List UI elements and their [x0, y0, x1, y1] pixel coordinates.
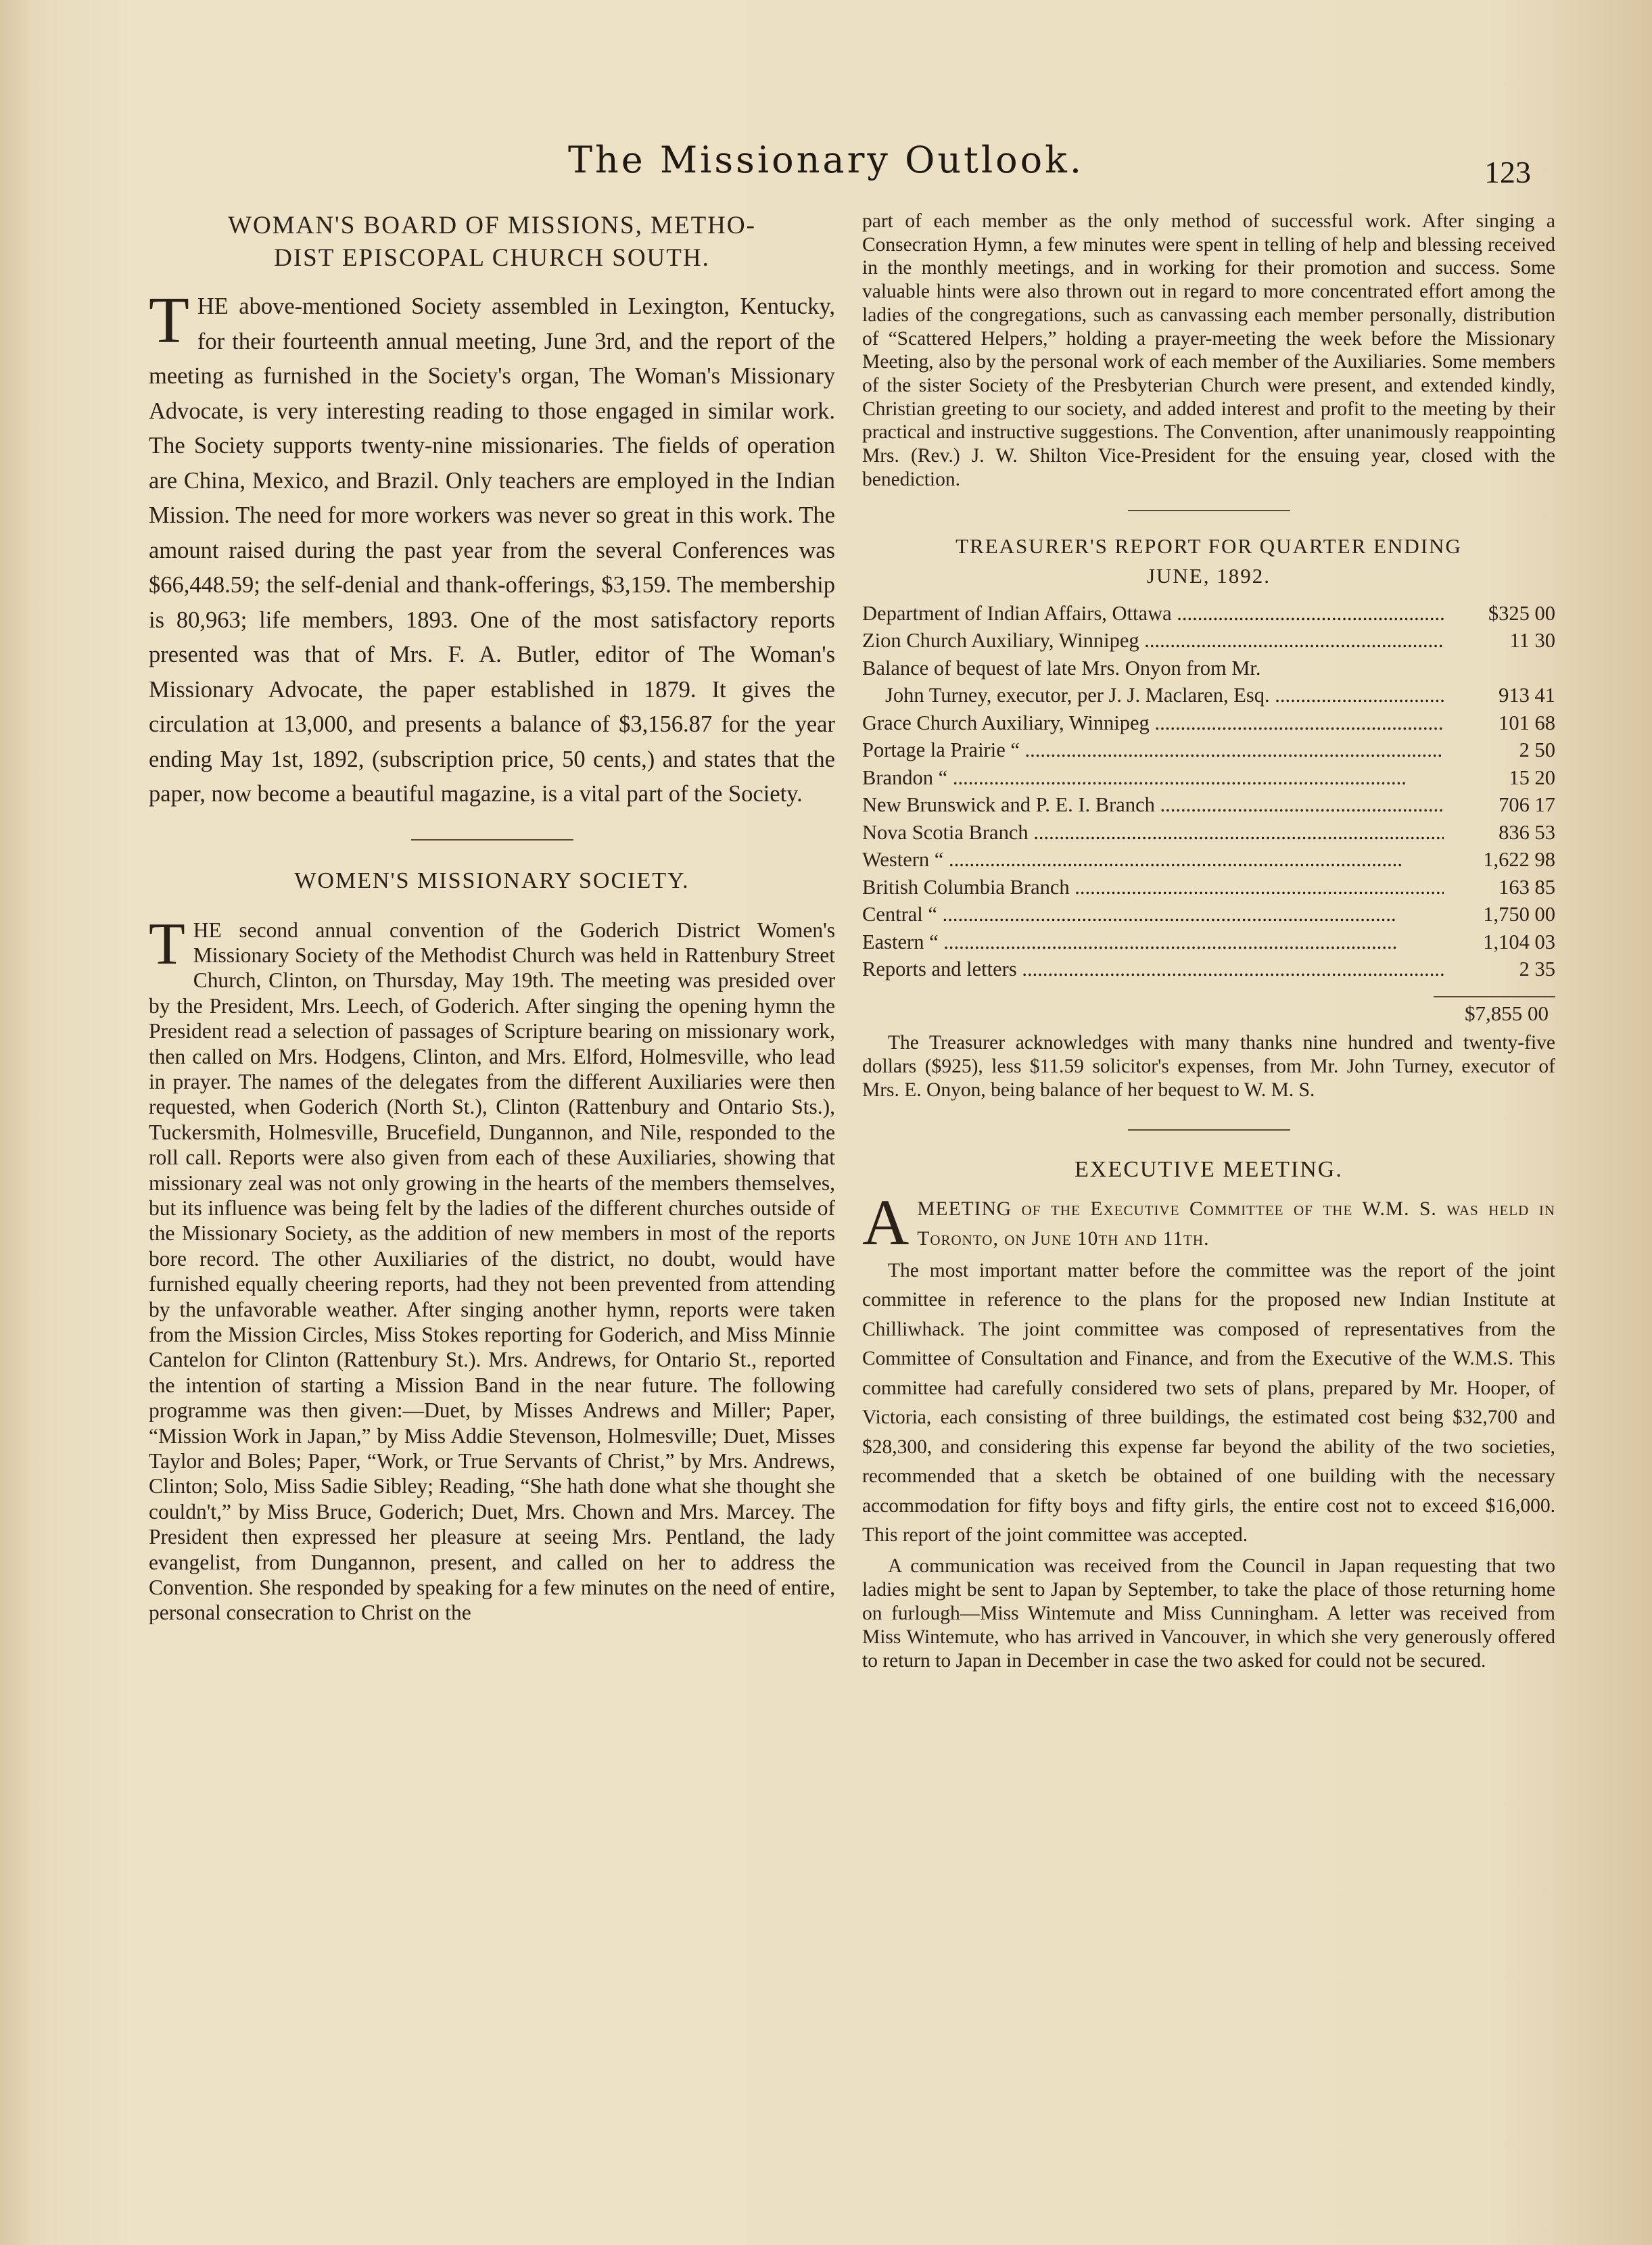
leader-dots — [1150, 711, 1444, 734]
report-row — [862, 872, 1555, 899]
total-rule — [1434, 996, 1555, 997]
section-divider — [1128, 1129, 1290, 1131]
report-item — [862, 817, 1444, 845]
report-amount: 1,622 98 — [1483, 848, 1555, 872]
section-divider — [1128, 510, 1290, 511]
report-amount: 1,104 03 — [1483, 930, 1555, 953]
exec-paragraph-2: A communication was received from the Council in Japan requesting that two ladies might be sent to Japan by September, to take the place of those returning home on furlough—Miss Wintemute and Miss Cunningham. A letter was received from Miss Wintemute, who has arrived in Vancouver, in which she very generously offered to return to Japan in December in case the two asked for could not be secured. — [862, 1555, 1555, 1672]
article2-body — [149, 911, 835, 1626]
report-item-label: Grace Church Auxiliary, Winnipeg — [862, 711, 1150, 734]
report-amount: $325 00 — [1488, 601, 1555, 625]
report-item-label: Zion Church Auxiliary, Winnipeg — [862, 629, 1139, 653]
report-row — [862, 598, 1555, 625]
report-amount: 2 35 — [1519, 958, 1555, 981]
report-row — [862, 954, 1555, 982]
report-item — [862, 735, 1444, 763]
report-item-label: British Columbia Branch — [862, 875, 1070, 899]
report-item — [862, 680, 1444, 708]
report-note: The Treasurer acknowledges with many thanks nine hundred and twenty-five dollars ($925), less $11.59 solicitor's expenses, from Mr. John Turney, executor of Mrs. E. Onyon, being balance of her bequest to W. M. S. — [862, 1032, 1555, 1101]
report-row — [862, 707, 1555, 735]
report-amount: 101 68 — [1498, 711, 1555, 734]
report-item — [862, 845, 1444, 872]
report-amount: 163 85 — [1498, 875, 1555, 899]
report-item — [862, 872, 1444, 899]
report-amount: 836 53 — [1498, 820, 1555, 844]
report-item-label: Western “ — [862, 848, 944, 872]
article1-body — [149, 284, 835, 812]
report-item — [862, 790, 1444, 818]
continuation-body — [862, 210, 1555, 491]
report-item-label: Central “ — [862, 903, 937, 926]
leader-dots — [1070, 876, 1444, 899]
treasurer-report-table — [862, 598, 1555, 981]
right-column — [862, 210, 1555, 1673]
report-amount: 1,750 00 — [1483, 903, 1555, 926]
report-item-label: Department of Indian Affairs, Ottawa — [862, 601, 1172, 625]
left-column — [149, 210, 835, 1626]
report-item-label: Brandon “ — [862, 765, 948, 789]
report-item — [862, 899, 1444, 927]
report-note-body — [862, 1031, 1555, 1102]
leader-dots — [1017, 958, 1444, 980]
leader-dots — [937, 903, 1396, 926]
leader-dots — [1270, 684, 1444, 707]
report-item-label: Portage la Prairie “ — [862, 738, 1020, 762]
exec-title: EXECUTIVE MEETING. — [1075, 1156, 1343, 1182]
report-item — [862, 762, 1444, 790]
report-row — [862, 790, 1555, 818]
report-amount: 15 20 — [1509, 765, 1555, 789]
report-row — [862, 762, 1555, 790]
article1-title-line2: DIST EPISCOPAL CHURCH SOUTH. — [274, 244, 710, 272]
report-item-label: Balance of bequest of late Mrs. Onyon from Mr. — [862, 656, 1261, 680]
report-amount: 706 17 — [1498, 793, 1555, 817]
article1-title-line1: WOMAN'S BOARD OF MISSIONS, METHO- — [228, 212, 756, 239]
exec-paragraph-1: The most important matter before the committee was the report of the joint committee in reference to the plans for the proposed new Indian Institute at Chilliwhack. The joint committee was composed of representatives from the Committee of Consultation and Finance, and from the Executive of the W.M.S. This committee had carefully considered two sets of plans, prepared by Mr. Hooper, of Victoria, each consisting of three buildings, the estimated cost being $32,700 and $28,300, and considering this expense far beyond the ability of the two societies, recommended that a sketch be obtained of one building with the necessary accommodation for fifty boys and fifty girls, the entire cost not to exceed $16,000. This report of the joint committee was accepted. — [862, 1259, 1555, 1546]
report-item — [862, 598, 1444, 625]
report-title-line2: JUNE, 1892. — [1146, 564, 1271, 588]
report-amount: 2 50 — [1519, 738, 1555, 762]
article1-dropcap: T — [149, 284, 189, 357]
report-row — [862, 817, 1555, 845]
report-item — [862, 707, 1444, 735]
report-row — [862, 926, 1555, 954]
report-item-label: Eastern “ — [862, 930, 939, 953]
report-amount — [1444, 653, 1555, 680]
report-title-line1: TREASURER'S REPORT FOR QUARTER ENDING — [955, 534, 1462, 559]
report-amount: 913 41 — [1498, 684, 1555, 707]
report-item — [862, 954, 1444, 982]
leader-dots — [1139, 629, 1444, 652]
report-total: $7,855 00 — [1465, 1001, 1549, 1026]
section-divider — [411, 839, 573, 841]
report-row — [862, 845, 1555, 872]
report-row — [862, 680, 1555, 708]
report-item-label: New Brunswick and P. E. I. Branch — [862, 793, 1155, 817]
report-row — [862, 653, 1555, 680]
leader-dots — [947, 766, 1407, 789]
report-row — [862, 625, 1555, 653]
leader-dots — [939, 930, 1398, 953]
article2-text: HE second annual convention of the Goderich District Women's Missionary Society of the Methodist Church was held in Rattenbury Street Church, Clinton, on Thursday, May 19th. The meeting was presided over by the President, Mrs. Leech, of Goderich. After singing the opening hymn the President read a selection of passages of Scripture bearing on missionary work, then called on Mrs. Hodgens, Clinton, and Mrs. Elford, Holmesville, who lead in prayer. The names of the delegates from the different Auxiliaries were then requested, when Goderich (North St.), Clinton (Rattenbury and Ontario Sts.), Tuckersmith, Holmesville, Brucefield, Dungannon, and Nile, responded to the roll call. Reports were also given from each of these Auxiliaries, showing that missionary zeal was not only growing in the hearts of the members themselves, but its influence was being felt by the ladies of the different churches outside of the Missionary Society, as the addition of new members in most of the reports bore record. The other Auxiliaries of the district, no doubt, would have furnished equally cheering reports, had they not been prevented from attending by the unfavorable weather. After singing another hymn, reports were taken from the Mission Circles, Miss Stokes reporting for Goderich, and Miss Minnie Cantelon for Clinton (Rattenbury St.). Mrs. Andrews, for Ontario St., reported the intention of starting a Mission Band in the near future. The following programme was then given:—Duet, by Misses Andrews and Miller; Paper, “Mission Work in Japan,” by Miss Addie Stevenson, Holmesville; Duet, Misses Taylor and Boles; Paper, “Work, or True Servants of Christ,” by Mrs. Andrews, Clinton; Solo, Miss Sadie Sibley; Reading, “She hath done what she thought she couldn't,” by Miss Bruce, Goderich; Duet, Mrs. Chown and Mrs. Marcey. The President then expressed her pleasure at seeing Mrs. Pentland, the lady evangelist, from Dungannon, present, and called on her to address the Convention. She responded by speaking for a few minutes on the need of entire, personal consecration to Christ on the — [149, 918, 835, 1625]
article2-dropcap: T — [149, 911, 185, 977]
report-item — [862, 653, 1444, 680]
continuation-text: part of each member as the only method of successful work. After singing a Consecration Hymn, a few minutes were spent in telling of help and blessing received in the monthly meetings, and in working for their promotion and success. Some valuable hints were also thrown out in regard to more concentrated effort among the ladies of the congregations, such as canvassing each member personally, distribution of “Scattered Helpers,” holding a prayer-meeting the week before the Missionary Meeting, also by the personal work of each member of the Auxiliaries. Some members of the sister Society of the Presbyterian Church were present, and extended kindly, Christian greeting to our society, and added interest and profit to the meeting by their practical and instructive suggestions. The Convention, after unanimously reappointing Mrs. (Rev.) J. W. Shilton Vice-President for the ensuing year, closed with the benediction. — [862, 210, 1555, 490]
report-item-label: John Turney, executor, per J. J. Maclaren, Esq. — [885, 684, 1270, 707]
leader-dots — [1020, 738, 1444, 761]
leader-dots — [1155, 793, 1444, 816]
article2-title: WOMEN'S MISSIONARY SOCIETY. — [294, 868, 690, 893]
running-title: The Missionary Outlook. — [567, 139, 1085, 181]
report-item — [862, 625, 1444, 653]
report-item-label: Reports and letters — [862, 958, 1017, 981]
report-row — [862, 899, 1555, 927]
exec-dropcap: A — [862, 1185, 910, 1258]
exec-body — [862, 1185, 1555, 1673]
report-row — [862, 735, 1555, 763]
page-number: 123 — [1484, 155, 1531, 189]
exec-lead: MEETING of the Executive Committee of the W.M. S. was held in Toronto, on June 10th and 11th. — [917, 1198, 1555, 1250]
article1-text: HE above-mentioned Society assembled in Lexington, Kentucky, for their fourteenth annual meeting, June 3rd, and the report of the meeting as furnished in the Society's organ, The Woman's Missionary Advocate, is very interesting reading to those engaged in similar work. The Society supports twenty-nine missionaries. The fields of operation are China, Mexico, and Brazil. Only teachers are employed in the Indian Mission. The need for more workers was never so great in this work. The amount raised during the past year from the several Conferences was $66,448.59; the self-denial and thank-offerings, $3,159. The membership is 80,963; life members, 1893. One of the most satisfactory reports presented was that of Mrs. F. A. Butler, editor of The Woman's Missionary Advocate, the paper established in 1879. It gives the circulation at 13,000, and presents a balance of $3,156.87 for the year ending May 1st, 1892, (subscription price, 50 cents,) and states that the paper, now become a beautiful magazine, is a vital part of the Society. — [149, 293, 835, 807]
report-item — [862, 926, 1444, 954]
report-amount: 11 30 — [1509, 629, 1555, 653]
leader-dots — [1172, 602, 1444, 625]
leader-dots — [943, 848, 1402, 871]
report-item-label: Nova Scotia Branch — [862, 820, 1029, 844]
leader-dots — [1029, 821, 1444, 844]
